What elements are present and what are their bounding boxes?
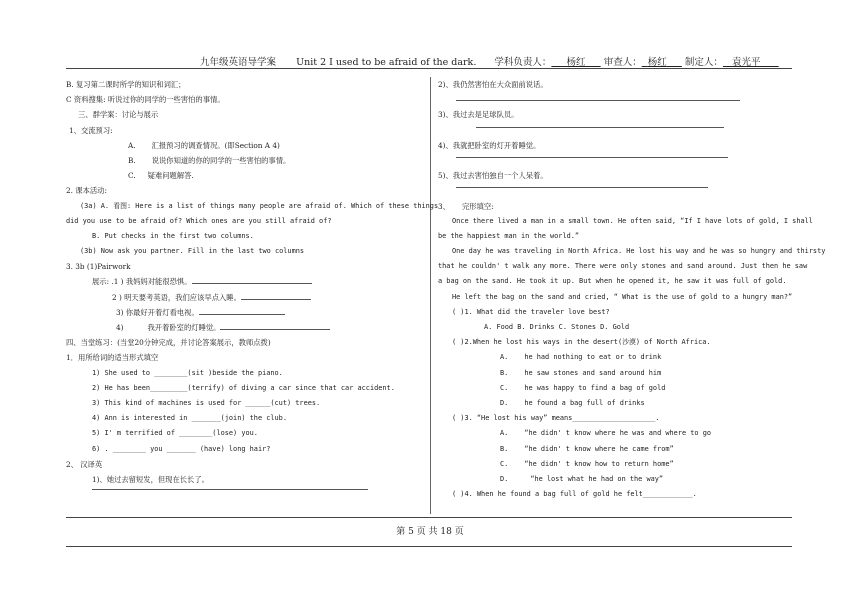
text-line: 1、交流预习:: [69, 125, 113, 135]
text-line: 1．用所给词的适当形式填空: [66, 353, 159, 363]
subject-lead-value: 杨红: [566, 57, 586, 68]
option: C. he was happy to find a bag of gold: [500, 383, 666, 392]
options-1: A. Food B. Drinks C. Stones D. Gold: [484, 323, 630, 331]
option: D. he found a bag full of drinks: [500, 398, 645, 407]
footer-rule: [66, 517, 792, 518]
question-3: ( )3. “He lost his way” means____________________.: [452, 414, 660, 423]
maker-value: 袁光平: [731, 57, 761, 68]
text-line: 2、 汉译英: [66, 459, 103, 469]
text-line: 4) Ann is interested in _______(join) the club.: [92, 414, 287, 423]
page-number: 第 5 页 共 18 页: [396, 527, 464, 537]
text-line: that he couldn' t walk any more. There were only stones and sand around. Just then he saw: [438, 262, 808, 271]
maker-label: 制定人：: [684, 57, 723, 68]
question-2: ( )2.When he lost his ways in the desert(沙漠) of North Africa.: [452, 338, 711, 347]
text-line: C. 疑难问题解答.: [128, 171, 194, 181]
text-line: 3) This kind of machines is used for ______(cut) trees.: [92, 398, 321, 407]
text-line: did you use to be afraid of? Which ones are you still afraid of?: [66, 216, 332, 225]
question-1: ( )1. What did the traveler love best?: [452, 307, 610, 316]
text-line: B. 说说你知道的你的同学的一些害怕的事情。: [128, 155, 291, 165]
header-unit-title: Unit 2 I used to be afraid of the dark.: [296, 57, 477, 68]
text-line: One day he was traveling in North Africa. He lost his way and he was so hungry and thirsty: [452, 247, 826, 256]
text-line: A. 汇报预习的调查情况。(即Section A 4): [128, 140, 280, 150]
header-title-cn: 九年级英语导学案: [200, 57, 277, 68]
question-4: ( )4. When he found a bag full of gold he felt____________.: [452, 490, 697, 499]
option: B. “he didn' t know where he came from”: [500, 444, 674, 453]
section-heading: 三、群学案：讨论与展示: [78, 110, 159, 120]
answer-line-area: [66, 487, 428, 502]
text-line: 6) . ________ you _______ (have) long hair?: [92, 444, 271, 453]
text-line: 3. 3b (1)Pairwork: [66, 262, 131, 272]
reviewer-label: 审查人：: [603, 57, 642, 68]
text-line: He left the bag on the sand and cried, “ What is the use of gold to a hungry man?”: [452, 292, 793, 301]
text-line: Once there lived a man in a small town. He often said, “If I have lots of gold, I shall: [452, 216, 813, 225]
right-column: [438, 77, 826, 502]
text-line: 5) I' m terrified of ________(lose) you.: [92, 429, 258, 438]
page-header: [200, 54, 779, 68]
bottom-rule: [66, 546, 792, 547]
text-line: 5)、我过去害怕独自一个人呆着。: [438, 171, 548, 181]
text-line: C 资料搜集: 听说过你的同学的一些害怕的事情。: [66, 95, 225, 105]
text-line: 展示: .1 ) 我妈妈对能很恐惧。: [66, 274, 428, 289]
answer-line-area: [438, 183, 798, 198]
column-divider: [430, 77, 431, 514]
text-line: 4)、我就把卧室的灯开着睡觉。: [438, 140, 541, 150]
option: B. he saw stones and sand around him: [500, 368, 662, 377]
text-line: 3、 完形填空:: [438, 201, 494, 211]
text-line: 2. 课本活动:: [66, 186, 107, 196]
header-rule: [66, 68, 792, 69]
answer-line: [456, 157, 728, 158]
text-line: 2 ) 明天要考英语，我们应该早点入睡。: [66, 290, 428, 305]
text-line: (3b) Now ask you partner. Fill in the last two columns: [80, 247, 305, 256]
text-line: B. Put checks in the first two columns.: [92, 231, 254, 240]
option: C. “he didn' t know how to return home”: [500, 459, 674, 468]
option: A. “he didn' t know where he was and where to go: [500, 429, 711, 438]
option: A. he had nothing to eat or to drink: [500, 353, 662, 362]
left-column: [66, 77, 439, 502]
text-line: 2) He has been_________(terrify) of diving a car since that car accident.: [92, 383, 395, 392]
text-line: 1) She used to ________(sit )beside the piano.: [92, 368, 283, 377]
section-heading: 四、当堂练习：(当堂20分钟完成，并讨论答案展示，教师点拨): [66, 338, 271, 348]
text-line: be the happiest man in the world.”: [438, 231, 580, 240]
text-line: 3)、我过去是足球队员。: [438, 110, 519, 120]
text-line: 3) 你最好开着灯看电视。: [66, 305, 428, 320]
answer-line-area: [438, 153, 798, 168]
answer-line-area: [438, 92, 798, 107]
text-line: 2)、我仍然害怕在大众面前说话。: [438, 80, 548, 89]
answer-line: [456, 187, 708, 188]
answer-line: [456, 100, 740, 101]
text-line: (3a) A. 看图: Here is a list of things many people are afraid of. Which of these things: [80, 201, 439, 210]
reviewer-value: 杨红: [647, 57, 667, 68]
answer-line: [92, 489, 368, 490]
answer-line: [476, 127, 724, 128]
option: D. “he lost what he had on the way”: [500, 474, 664, 483]
text-line: 1)、她过去留短发，但现在长长了。: [92, 474, 209, 484]
subject-lead-label: 学科负责人：: [494, 57, 552, 68]
text-line: 4) 我开着卧室的灯睡觉。: [66, 320, 428, 335]
answer-line-area: [438, 123, 798, 138]
text-line: B. 复习第二课时所学的知识和词汇；: [66, 80, 186, 89]
text-line: a bag on the sand. He took it up. But when he opened it, he saw it was full of gold.: [438, 277, 787, 286]
